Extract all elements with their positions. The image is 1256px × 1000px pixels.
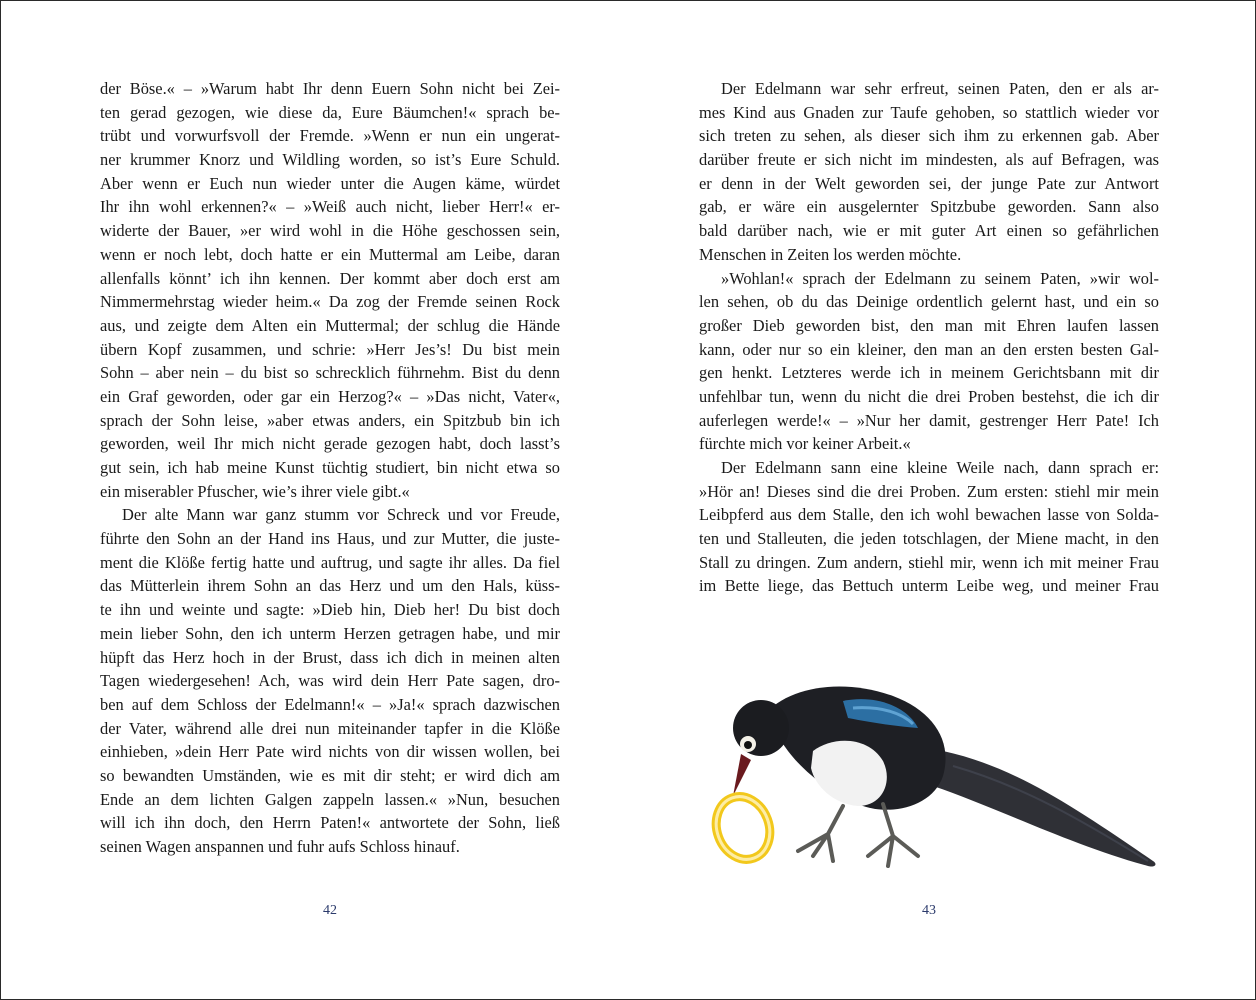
text-line: er denn in der Welt geworden sei, der junge Pate zur Antwort — [699, 173, 1159, 193]
text-line: einhieben, »dein Herr Pate wird nichts von dir wissen wollen, bei — [100, 742, 560, 762]
text-line: sich treten zu sehen, als dieser sich ihm zu erkennen gab. Aber — [699, 126, 1159, 146]
left-page — [1, 1, 628, 999]
magpie-with-ring-illustration — [693, 656, 1173, 896]
text-line: aus, und zeigte dem Alten ein Muttermal; der schlug die Hände — [100, 315, 560, 335]
golden-ring — [708, 789, 779, 867]
text-line: unfehlbar tun, wenn du nicht die drei Proben bestehst, die ich dir — [699, 386, 1159, 406]
magpie-tail — [933, 751, 1155, 867]
magpie-leg-left — [798, 806, 843, 861]
text-line: hüpft das Herz hoch in der Brust, dass ich dich in meinen alten — [100, 647, 560, 667]
right-page-text — [699, 77, 1159, 598]
text-line: großer Dieb geworden bist, den man mit Ehren laufen lassen — [699, 315, 1159, 335]
text-line: führte den Sohn an der Hand ins Haus, und zur Mutter, die juste- — [100, 529, 560, 549]
text-line: widerte der Bauer, »er wird wohl in die Höhe geschossen sein, — [100, 221, 560, 241]
text-line: kann, oder nur so ein kleiner, den man an den ersten besten Gal- — [699, 339, 1159, 359]
text-line: Stall zu dringen. Zum andern, stiehl mir, wenn ich mit meiner Frau — [699, 552, 1159, 572]
left-page-text — [100, 77, 560, 859]
text-line: »Hör an! Dieses sind die drei Proben. Zum ersten: stiehl mir mein — [699, 481, 1159, 501]
text-line: allenfalls könnt’ ich ihn kennen. Der kommt aber doch erst am — [100, 268, 560, 288]
text-line: so bewandten Umständen, wie es mit dir steht; er wird dich am — [100, 765, 560, 785]
text-line: Ihr ihn wohl erkennen?« – »Weiß auch nicht, lieber Herr!« er- — [100, 197, 560, 217]
text-line: übern Kopf zusammen, und schrie: »Herr Jes’s! Du bist mein — [100, 339, 560, 359]
text-line: wenn er noch lebt, doch hatte er ein Muttermal am Leibe, daran — [100, 244, 560, 264]
magpie-leg-right — [868, 804, 918, 866]
text-line: te ihn und weinte und sagte: »Dieb hin, Dieb her! Du bist doch — [100, 600, 560, 620]
text-line: der Böse.« – »Warum habt Ihr denn Euern Sohn nicht bei Zei- — [100, 79, 560, 98]
text-line: »Wohlan!« sprach der Edelmann zu seinem Paten, »wir wol- — [721, 268, 1159, 288]
text-line: Menschen in Zeiten los werden möchte. — [699, 244, 962, 264]
text-line: auferlegen werde!« – »Nur her damit, gestrenger Herr Pate! Ich — [699, 410, 1159, 430]
text-line: Der alte Mann war ganz stumm vor Schreck und vor Freude, — [122, 505, 560, 525]
text-line: Der Edelmann war sehr erfreut, seinen Paten, den er als ar- — [721, 79, 1159, 98]
text-line: Aber wenn er Euch nun wieder unter die Augen käme, würdet — [100, 173, 560, 193]
text-line: Sohn – aber nein – du bist so schrecklich führnehm. Bist du denn — [100, 363, 560, 383]
text-line: Leibpferd aus dem Stalle, den ich wohl bewachen lasse von Solda- — [699, 505, 1159, 525]
text-line: Der Edelmann sann eine kleine Weile nach, dann sprach er: — [721, 458, 1159, 477]
text-line: ein miserabler Pfuscher, wie’s ihrer viele gibt.« — [100, 481, 410, 501]
text-line: ein Graf geworden, oder gar ein Herzog?« – »Das nicht, Vater«, — [100, 386, 560, 406]
page-number-left: 42 — [323, 903, 337, 918]
text-line: ben auf dem Schloss der Edelmann!« – »Ja!« sprach dazwischen — [100, 694, 560, 714]
page-number-right: 43 — [922, 903, 936, 918]
text-line: will ich ihn doch, den Herrn Paten!« antwortete der Sohn, ließ — [100, 813, 560, 833]
text-line: das Mütterlein ihrem Sohn an das Herz und um den Hals, küss- — [100, 576, 560, 596]
text-line: der Vater, während alle drei nun miteinander tapfer in die Klöße — [100, 718, 560, 738]
text-line: gut sein, ich hab meine Kunst tüchtig studiert, bin nicht etwa so — [100, 458, 560, 477]
text-line: ment die Klöße fertig hatte und auftrug, und sagte ihr alles. Da fiel — [100, 552, 560, 572]
text-line: Ende an dem lichten Galgen zappeln lassen.« »Nun, besuchen — [100, 789, 560, 809]
text-line: fürchte mich vor keiner Arbeit.« — [699, 434, 911, 454]
text-line: mein lieber Sohn, den ich unterm Herzen getragen habe, und mir — [100, 623, 560, 643]
text-line: im Bette liege, das Bettuch unterm Leibe weg, und meiner Frau — [699, 576, 1159, 596]
right-page — [628, 1, 1255, 999]
text-line: ten und Stalleuten, die jeden totschlagen, der Miene macht, in den — [699, 529, 1159, 549]
text-line: darüber freute er sich nicht im mindesten, als auf Befragen, was — [699, 150, 1159, 170]
text-line: ten gerad gezogen, wie diese da, Eure Bäumchen!« sprach be- — [100, 102, 560, 122]
text-line: gen henkt. Letzteres werde ich in meinem Gerichtsbann mit dir — [699, 363, 1159, 383]
text-line: sprach der Sohn leise, »aber etwas anders, ein Spitzbub bin ich — [100, 410, 560, 430]
magpie-beak — [733, 754, 751, 796]
text-line: bald darüber nach, wie er mit guter Art einen so gefährlichen — [699, 221, 1159, 241]
text-line: geworden, weil Ihr mich nicht gerade gezogen habt, doch lasst’s — [100, 434, 560, 454]
text-line: Nimmermehrstag wieder heim.« Da zog der Fremde seinen Rock — [100, 292, 560, 312]
text-line: len sehen, ob du das Deinige ordentlich gelernt hast, und ein so — [699, 292, 1159, 312]
text-line: gab, er wäre ein ausgelernter Spitzbube geworden. Sann also — [699, 197, 1159, 217]
text-line: trübt und vorwurfsvoll der Fremde. »Wenn er nun ein ungerat- — [100, 126, 560, 146]
text-line: seinen Wagen anspannen und fuhr aufs Schloss hinauf. — [100, 837, 460, 856]
text-line: ner krummer Knorz und Wildling worden, so ist’s Eure Schuld. — [100, 150, 560, 170]
text-line: mes Kind aus Gnaden zur Taufe gehoben, so stattlich wieder vor — [699, 102, 1159, 122]
text-line: Tagen wiedergesehen! Ach, was wird dein Herr Pate sagen, dro- — [100, 671, 560, 691]
